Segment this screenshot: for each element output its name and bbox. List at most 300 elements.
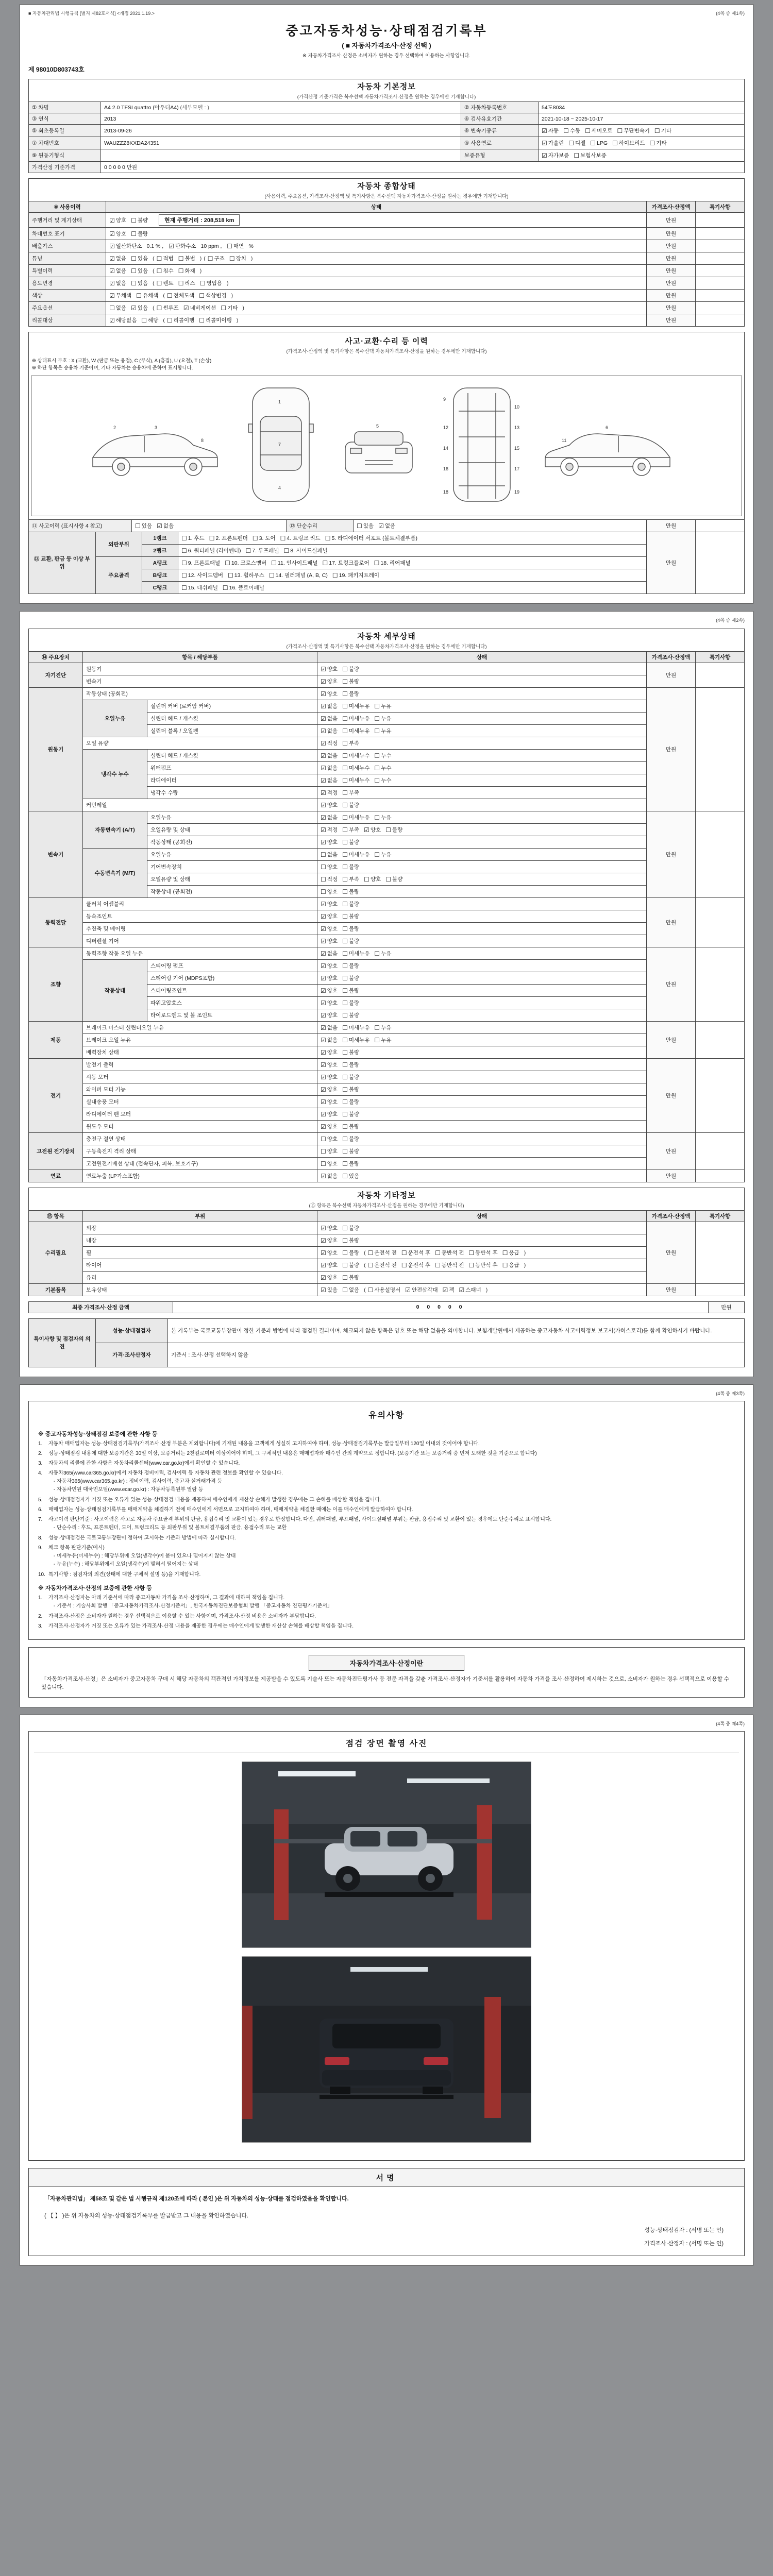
checkbox-option[interactable] <box>321 727 338 735</box>
checkbox-option[interactable] <box>342 875 359 883</box>
notice-number: 3. <box>38 1460 43 1466</box>
option-label: 없음 <box>115 280 127 286</box>
checked-checkbox-icon: ☑ <box>321 1098 326 1106</box>
checkbox-option[interactable] <box>109 279 126 287</box>
checkbox-option[interactable] <box>321 1236 338 1244</box>
checkbox-option[interactable] <box>342 912 359 920</box>
checkbox-option[interactable] <box>135 522 152 530</box>
checkbox-option[interactable] <box>109 255 126 262</box>
checkbox-option[interactable] <box>181 547 241 554</box>
checkbox-option[interactable] <box>321 1024 338 1031</box>
checkbox-option[interactable] <box>374 752 391 759</box>
option-label: 불량 <box>348 1123 360 1130</box>
check-item-label: 내장 <box>83 1234 317 1246</box>
checkbox-option[interactable] <box>568 139 585 147</box>
checkbox-option[interactable] <box>364 826 381 834</box>
checkbox-option[interactable] <box>342 1249 359 1257</box>
status-cell <box>317 935 647 947</box>
checkbox-option[interactable] <box>468 1261 497 1269</box>
checkbox-option[interactable] <box>342 715 369 722</box>
checkbox-option[interactable] <box>342 851 369 858</box>
checkbox-option[interactable] <box>502 1261 519 1269</box>
option-label: 영업용 <box>206 280 222 286</box>
checkbox-option[interactable] <box>342 739 359 747</box>
checkbox-option[interactable] <box>181 534 205 542</box>
checkbox-option[interactable] <box>131 216 148 224</box>
checkbox-option[interactable] <box>321 875 338 883</box>
checkbox-option[interactable] <box>321 974 338 982</box>
checkbox-option[interactable] <box>253 534 276 542</box>
inspector-sign-line[interactable]: 성능·상태점검자 : (서명 또는 인) <box>644 2227 724 2234</box>
checkbox-option[interactable] <box>654 127 671 134</box>
checkbox-option[interactable] <box>342 727 369 735</box>
column-header: 상태 <box>106 201 647 213</box>
option-label: 사용설명서 <box>374 1286 401 1293</box>
checkbox-option[interactable] <box>323 559 369 567</box>
checkbox-option[interactable] <box>131 304 148 312</box>
checkbox-option[interactable] <box>405 1286 438 1294</box>
option-label: 양호 <box>115 231 127 237</box>
checkbox-option[interactable] <box>542 127 559 134</box>
checkbox-option[interactable] <box>227 242 244 250</box>
notice-text: 사고이력 판단기준 : 사고이력은 사고로 자동차 주요골격 부위의 판금, 용접수리 및 교환이 있는 경우로 한정합니다. 다만, 쿼터패널, 루프패널, 사이드실패널 부위는 판금, 용접수리 및 교환이 있는 경우에도 단순수리로 표시합니다. - 단순수리 : 후드, 프론트펜더, 도어, 트렁크리드 등 외판부위 및 볼트체결부품의 판금, 용접수리 또는 교환 <box>48 1516 735 1532</box>
unchecked-checkbox-icon: ☐ <box>227 243 233 250</box>
accident-section <box>28 332 745 594</box>
checkbox-option[interactable] <box>342 888 359 895</box>
checkbox-option[interactable] <box>223 584 264 591</box>
checkbox-option[interactable] <box>401 1249 430 1257</box>
svg-text:6: 6 <box>606 425 609 430</box>
checkbox-option[interactable] <box>342 776 369 784</box>
checkbox-option[interactable] <box>443 1286 455 1294</box>
checkbox-option[interactable] <box>342 1274 359 1281</box>
checkbox-option[interactable] <box>321 1160 338 1167</box>
checkbox-option[interactable] <box>321 739 338 747</box>
accident-history-status <box>132 519 287 532</box>
status-cell <box>106 302 647 314</box>
checkbox-option[interactable] <box>321 677 338 685</box>
checkbox-option[interactable] <box>199 316 231 324</box>
checkbox-option[interactable] <box>183 304 216 312</box>
check-item-label: 등속조인트 <box>83 910 317 922</box>
checkbox-option[interactable] <box>650 139 667 147</box>
checkbox-option[interactable] <box>181 584 218 591</box>
checked-checkbox-icon: ☑ <box>321 739 326 747</box>
checkbox-option[interactable] <box>321 752 338 759</box>
checkbox-option[interactable] <box>321 690 338 698</box>
checkbox-option[interactable] <box>502 1249 519 1257</box>
field-label: ③ 연식 <box>29 113 101 125</box>
checkbox-option[interactable] <box>342 1172 359 1180</box>
checkbox-option[interactable] <box>321 900 338 908</box>
checkbox-option[interactable] <box>321 950 338 957</box>
checkbox-option[interactable] <box>374 950 391 957</box>
divider: ) <box>236 317 239 324</box>
checkbox-option[interactable] <box>157 522 174 530</box>
notice-text: 체크 항목 판단기준(예시) - 미세누유(미세누수) : 해당부위에 오일(냉각수)이 묻어 있으나 떨어지지 않는 상태 - 누유(누수) : 해당부위에서 오일(냉각수)이 맺혀서 떨어지는 상태 <box>48 1544 735 1569</box>
price-cell: 만원 <box>646 947 695 1021</box>
checkbox-option[interactable] <box>181 571 223 579</box>
checkbox-option[interactable] <box>374 776 391 784</box>
checkbox-option[interactable] <box>342 1110 359 1118</box>
checkbox-option[interactable] <box>374 851 391 858</box>
checkbox-option[interactable] <box>374 1036 391 1044</box>
checkbox-option[interactable] <box>321 1224 338 1232</box>
checkbox-option[interactable] <box>109 216 126 224</box>
divider: ( <box>364 1249 366 1256</box>
checkbox-option[interactable] <box>385 826 402 834</box>
usage-item-label: 용도변경 <box>29 277 106 290</box>
checkbox-option[interactable] <box>228 571 264 579</box>
checkbox-option[interactable] <box>321 1086 338 1093</box>
checkbox-option[interactable] <box>321 851 338 858</box>
check-item-label: 구동축전지 격리 상태 <box>83 1145 317 1157</box>
column-header: 상태 <box>317 651 647 663</box>
checkbox-option[interactable] <box>342 863 359 871</box>
divider: ) <box>231 293 233 299</box>
unchecked-checkbox-icon: ☐ <box>468 1261 475 1269</box>
checkbox-option[interactable] <box>321 801 338 809</box>
checkbox-option[interactable] <box>368 1261 397 1269</box>
checkbox-option[interactable] <box>435 1249 464 1257</box>
option-label: 4. 트렁크 리드 <box>287 535 321 541</box>
status-cell <box>106 228 647 240</box>
option-label: 불량 <box>348 690 360 697</box>
checked-checkbox-icon: ☑ <box>321 677 326 685</box>
checked-checkbox-icon: ☑ <box>321 715 326 722</box>
checkbox-option[interactable] <box>342 1073 359 1081</box>
divider: ( <box>153 305 155 311</box>
checkbox-option[interactable] <box>321 1098 338 1106</box>
checkbox-option[interactable] <box>157 279 174 287</box>
unchecked-checkbox-icon: ☐ <box>135 522 141 530</box>
checkbox-option[interactable] <box>342 925 359 933</box>
checkbox-option[interactable] <box>342 752 369 759</box>
unchecked-checkbox-icon: ☐ <box>342 1224 348 1232</box>
checkbox-option[interactable] <box>342 1061 359 1069</box>
checkbox-option[interactable] <box>374 814 391 821</box>
unchecked-checkbox-icon: ☐ <box>649 140 656 147</box>
check-item-label: 발전기 출력 <box>83 1058 317 1071</box>
option-label: 18. 리어패널 <box>380 560 411 566</box>
checkbox-option[interactable] <box>342 665 359 673</box>
checkbox-option[interactable] <box>321 814 338 821</box>
unchecked-checkbox-icon: ☐ <box>109 304 115 312</box>
checkbox-option[interactable] <box>167 292 194 299</box>
checkbox-option[interactable] <box>342 764 369 772</box>
divider: ( <box>153 268 155 274</box>
checkbox-option[interactable] <box>284 547 328 554</box>
checkbox-option[interactable] <box>435 1261 464 1269</box>
inspection-photos-section <box>28 1731 745 2161</box>
status-cell <box>317 1222 647 1234</box>
checkbox-option[interactable] <box>321 888 338 895</box>
check-item-label: 연료누출 (LP가스포함) <box>83 1170 317 1182</box>
checkbox-option[interactable] <box>342 950 369 957</box>
checkbox-option[interactable] <box>109 304 126 312</box>
device-subgroup: 오일누유 <box>83 700 147 737</box>
checkbox-option[interactable] <box>342 1160 359 1167</box>
checked-checkbox-icon: ☑ <box>109 217 115 224</box>
checkbox-option[interactable] <box>374 727 391 735</box>
checkbox-option[interactable] <box>342 1048 359 1056</box>
checkbox-option[interactable] <box>321 826 338 834</box>
check-item-label: 변속기 <box>83 675 317 687</box>
option-label: 양호 <box>327 839 338 845</box>
checkbox-option[interactable] <box>157 304 179 312</box>
checkbox-option[interactable] <box>342 900 359 908</box>
option-label: 양호 <box>327 1262 338 1268</box>
checkbox-option[interactable] <box>342 838 359 846</box>
checkbox-option[interactable] <box>321 1286 338 1294</box>
checkbox-option[interactable] <box>109 316 137 324</box>
option-label: 없음 <box>327 727 338 734</box>
price-definition-text: 「자동차가격조사·산정」은 소비자가 중고자동차 구매 시 해당 자동차의 객관적인 가치정보를 제공받을 수 있도록 기술사 또는 자동차진단평가사 등 전문 자격을 갖춘 가격조사·산정자가 기준서를 활용하여 자동차 가격을 조사·산정하여 제시하는 것으로, 소비자가 원하는 경우 선택적으로 이용할 수 있습니다. <box>41 1675 729 1691</box>
checkbox-option[interactable] <box>321 937 338 945</box>
checkbox-option[interactable] <box>342 702 369 710</box>
section-header <box>29 629 745 651</box>
status-cell <box>317 996 647 1009</box>
checkbox-option[interactable] <box>459 1286 481 1294</box>
checkbox-option[interactable] <box>136 292 158 299</box>
checkbox-option[interactable] <box>357 522 374 530</box>
section-header <box>29 79 745 102</box>
checkbox-option[interactable] <box>109 292 131 299</box>
checkbox-option[interactable] <box>321 1135 338 1143</box>
checked-checkbox-icon: ☑ <box>321 937 326 945</box>
checkbox-option[interactable] <box>585 127 612 134</box>
checkbox-option[interactable] <box>181 559 220 567</box>
checkbox-option[interactable] <box>342 1135 359 1143</box>
checkbox-option[interactable] <box>342 1224 359 1232</box>
notices-list-1 <box>38 1440 735 1579</box>
option-label: 리콜이행 <box>173 317 195 324</box>
checkbox-option[interactable] <box>342 789 359 796</box>
checkbox-option[interactable] <box>332 571 379 579</box>
checkbox-option[interactable] <box>368 1249 397 1257</box>
checkbox-option[interactable] <box>280 534 321 542</box>
checkbox-option[interactable] <box>342 999 359 1007</box>
option-label: 양호 <box>327 1249 338 1256</box>
checkbox-option[interactable] <box>542 151 569 159</box>
checkbox-option[interactable] <box>342 1098 359 1106</box>
checkbox-option[interactable] <box>342 1024 369 1031</box>
checkbox-option[interactable] <box>321 789 338 796</box>
checkbox-option[interactable] <box>200 279 222 287</box>
checkbox-option[interactable] <box>321 1261 338 1269</box>
checkbox-option[interactable] <box>269 571 328 579</box>
checkbox-option[interactable] <box>109 230 126 238</box>
checkbox-option[interactable] <box>131 230 148 238</box>
checkbox-option[interactable] <box>321 715 338 722</box>
usage-item-label: 색상 <box>29 290 106 302</box>
checkbox-option[interactable] <box>364 875 381 883</box>
checkbox-option[interactable] <box>378 522 395 530</box>
checkbox-option[interactable] <box>342 987 359 994</box>
device-name: 조향 <box>29 947 83 1021</box>
unchecked-checkbox-icon: ☐ <box>385 875 391 883</box>
price-cell: 만원 <box>646 1170 695 1182</box>
column-header: 특기사항 <box>695 201 744 213</box>
checkbox-option[interactable] <box>590 140 608 147</box>
option-label: 부족 <box>348 740 360 747</box>
checkbox-option[interactable] <box>342 677 359 685</box>
checkbox-option[interactable] <box>321 665 338 673</box>
checkbox-option[interactable] <box>225 559 266 567</box>
checkbox-option[interactable] <box>321 1147 338 1155</box>
checkbox-option[interactable] <box>321 863 338 871</box>
checkbox-option[interactable] <box>321 1048 338 1056</box>
checkbox-option[interactable] <box>468 1249 497 1257</box>
option-label: 세미오토 <box>591 128 613 134</box>
option-label: 장치 <box>236 256 246 262</box>
checkbox-option[interactable] <box>209 534 248 542</box>
checked-checkbox-icon: ☑ <box>541 152 547 159</box>
checkbox-option[interactable] <box>342 690 359 698</box>
checkbox-option[interactable] <box>342 974 359 982</box>
checkbox-option[interactable] <box>325 534 417 542</box>
remark-cell <box>695 947 744 1021</box>
checkbox-option[interactable] <box>612 139 645 147</box>
checkbox-option[interactable] <box>542 139 564 147</box>
checkbox-option[interactable] <box>141 316 158 324</box>
checkbox-option[interactable] <box>321 1073 338 1081</box>
notice-number: 9. <box>38 1545 43 1551</box>
checkbox-option[interactable] <box>368 1286 400 1294</box>
price-cell: 만원 <box>647 519 696 532</box>
checkbox-option[interactable] <box>617 127 649 134</box>
checkbox-option[interactable] <box>342 801 359 809</box>
checkbox-option[interactable] <box>178 267 195 275</box>
unchecked-checkbox-icon: ☐ <box>374 727 380 735</box>
checkbox-option[interactable] <box>321 1036 338 1044</box>
checkbox-option[interactable] <box>321 1249 338 1257</box>
checkbox-option[interactable] <box>342 1286 359 1294</box>
accident-section-title: 사고·교환·수리 등 이력 <box>345 337 428 346</box>
checkbox-option[interactable] <box>178 279 195 287</box>
unchecked-checkbox-icon: ☐ <box>136 292 142 299</box>
checkbox-option[interactable] <box>342 1036 369 1044</box>
checkbox-option[interactable] <box>109 242 142 250</box>
option-label: 불량 <box>348 1262 360 1268</box>
checkbox-option[interactable] <box>208 255 225 262</box>
checkbox-option[interactable] <box>342 937 359 945</box>
option-label: 양호 <box>327 987 338 994</box>
signature-confirm-line: ( 【 】 )은 위 자동차의 성능·상태점검기록부를 발급받고 그 내용을 확인하였습니다. <box>44 2212 249 2219</box>
checkbox-option[interactable] <box>271 559 317 567</box>
svg-text:15: 15 <box>514 445 520 451</box>
checkbox-option[interactable] <box>342 962 359 970</box>
checkbox-option[interactable] <box>321 962 338 970</box>
check-item-label: 원동기 <box>83 663 317 675</box>
checkbox-option[interactable] <box>321 776 338 784</box>
checkbox-option[interactable] <box>246 547 279 554</box>
checkbox-option[interactable] <box>321 987 338 994</box>
status-cell <box>106 265 647 277</box>
checkbox-option[interactable] <box>321 912 338 920</box>
checkbox-option[interactable] <box>342 826 359 834</box>
checkbox-option[interactable] <box>321 1172 338 1180</box>
checkbox-option[interactable] <box>574 151 606 159</box>
checkbox-option[interactable] <box>321 764 338 772</box>
checkbox-option[interactable] <box>157 255 174 262</box>
checked-checkbox-icon: ☑ <box>321 1123 326 1130</box>
checkbox-option[interactable] <box>178 255 195 262</box>
checkbox-option[interactable] <box>385 875 402 883</box>
option-label: 있음 <box>327 1286 338 1293</box>
appraiser-sign-line[interactable]: 가격조사·산정자 : (서명 또는 인) <box>644 2241 724 2247</box>
check-item-label: 추진축 및 베어링 <box>83 922 317 935</box>
checkbox-option[interactable] <box>199 292 226 299</box>
checkbox-option[interactable] <box>374 559 411 567</box>
checkbox-option[interactable] <box>131 255 148 262</box>
checkbox-option[interactable] <box>342 1123 359 1130</box>
checkbox-option[interactable] <box>374 764 391 772</box>
option-label: 불량 <box>348 1136 360 1142</box>
unchecked-checkbox-icon: ☐ <box>131 267 137 275</box>
checkbox-option[interactable] <box>374 702 391 710</box>
notice-text: 성능·상태점검자가 거짓 또는 오류가 있는 성능·상태점검 내용을 제공하여 매수인에게 재산상 손해가 발생한 경우에는 그 손해를 배상할 책임을 집니다. <box>48 1497 381 1503</box>
checkbox-option[interactable] <box>167 316 194 324</box>
checkbox-option[interactable] <box>109 267 126 275</box>
device-subgroup: 수동변속기 (M/T) <box>83 848 147 897</box>
check-item-label: 브레이크 마스터 실린더오일 누유 <box>83 1021 317 1033</box>
option-label: 양호 <box>327 1111 338 1117</box>
checkbox-option[interactable] <box>229 255 246 262</box>
option-label: 불량 <box>348 839 360 845</box>
option-label: 1. 후드 <box>188 535 205 541</box>
checkbox-option[interactable] <box>321 1061 338 1069</box>
field-value <box>101 149 461 162</box>
checkbox-option[interactable] <box>131 279 148 287</box>
checkbox-option[interactable] <box>342 1261 359 1269</box>
checked-checkbox-icon: ☑ <box>321 900 326 908</box>
option-label: 양호 <box>327 975 338 981</box>
inspector-opinion-table <box>28 1318 745 1367</box>
option-label: 자가보증 <box>548 152 569 159</box>
checkbox-option[interactable] <box>321 1123 338 1130</box>
checkbox-option[interactable] <box>321 1274 338 1281</box>
checkbox-option[interactable] <box>321 702 338 710</box>
checkbox-option[interactable] <box>401 1261 430 1269</box>
usage-item-label: 주요옵션 <box>29 302 106 314</box>
checkbox-option[interactable] <box>563 127 580 134</box>
divider: ( <box>163 317 165 324</box>
check-item-label: 브레이크 오일 누유 <box>83 1033 317 1046</box>
checkbox-option[interactable] <box>342 814 369 821</box>
checkbox-option[interactable] <box>374 1024 391 1031</box>
checkbox-option[interactable] <box>374 715 391 722</box>
checkbox-option[interactable] <box>342 1147 359 1155</box>
checkbox-option[interactable] <box>321 1110 338 1118</box>
checkbox-option[interactable] <box>321 925 338 933</box>
checkbox-option[interactable] <box>221 304 238 312</box>
checkbox-option[interactable] <box>169 242 196 250</box>
checkbox-option[interactable] <box>131 267 148 275</box>
unchecked-checkbox-icon: ☐ <box>222 584 228 591</box>
checkbox-option[interactable] <box>157 267 174 275</box>
unchecked-checkbox-icon: ☐ <box>199 280 206 287</box>
checkbox-option[interactable] <box>342 1086 359 1093</box>
price-cell: 만원 <box>646 314 695 327</box>
checkbox-option[interactable] <box>342 1236 359 1244</box>
checkbox-option[interactable] <box>321 1011 338 1019</box>
checkbox-option[interactable] <box>321 999 338 1007</box>
checkbox-option[interactable] <box>321 838 338 846</box>
checked-checkbox-icon: ☑ <box>541 127 547 134</box>
checkbox-option[interactable] <box>342 1011 359 1019</box>
checked-checkbox-icon: ☑ <box>109 230 115 238</box>
